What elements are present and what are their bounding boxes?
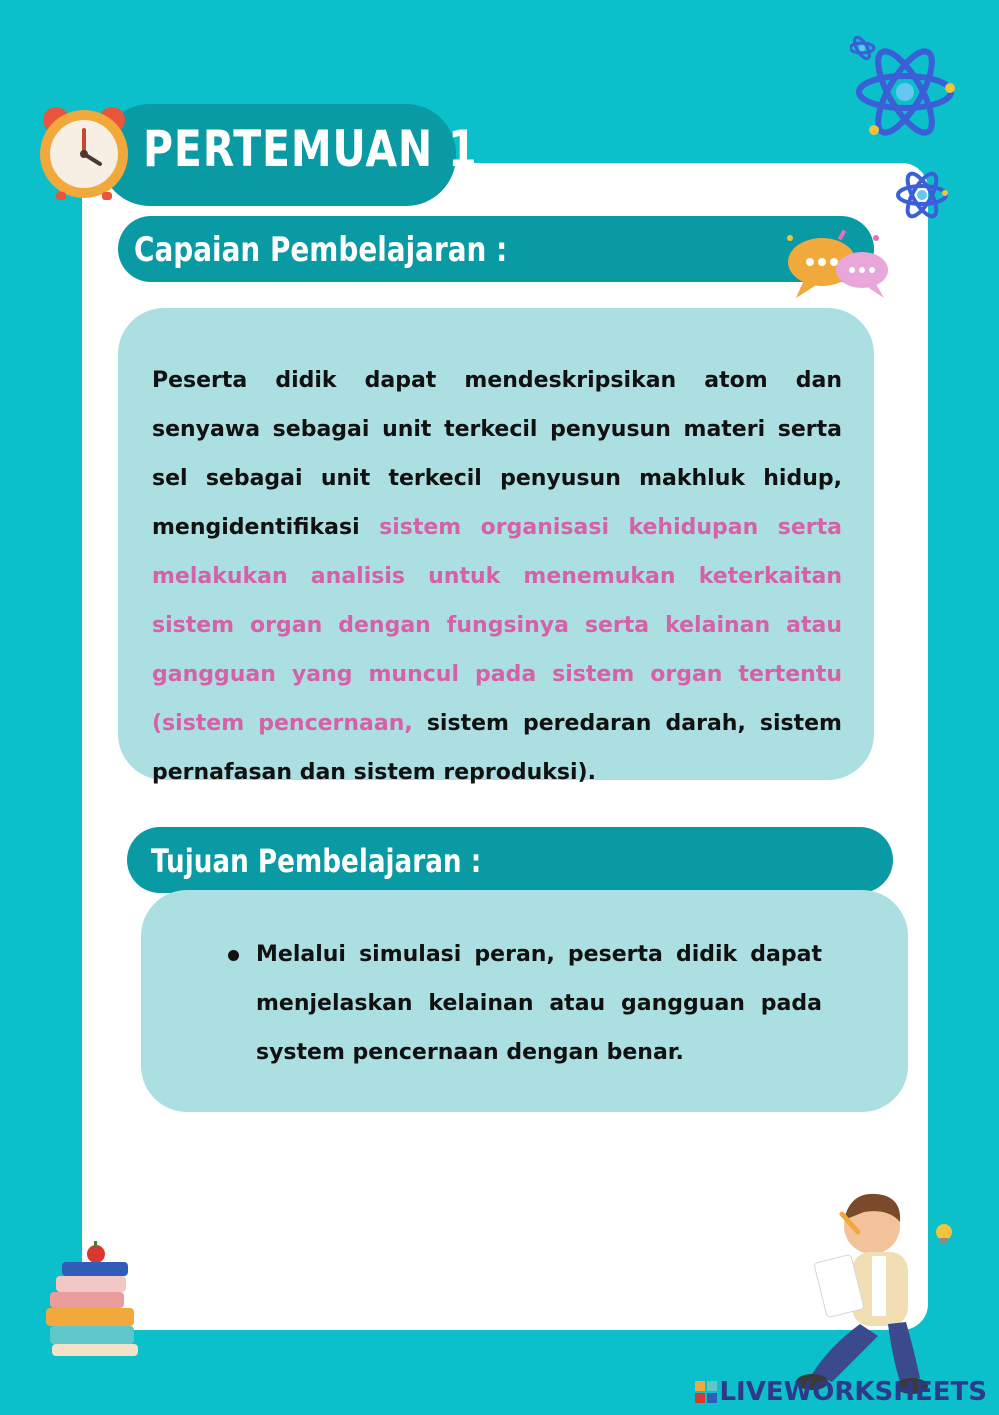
capaian-text [152,356,842,797]
liveworksheets-logo[interactable]: LIVEWORKSHEETS [719,1377,987,1407]
capaian-heading: Capaian Pembelajaran : [134,230,508,270]
student-illustration [760,1186,960,1406]
tujuan-heading: Tujuan Pembelajaran : [151,842,482,880]
atom-icon [893,166,951,224]
alarm-clock-icon [34,102,134,202]
tujuan-item-text: Melalui simulasi peran, peserta didik dapat menjelaskan kelainan atau gangguan pada system pencernaan dengan benar. [256,942,822,1065]
capaian-text-highlight: sistem organisasi kehidupan serta melakukan analisis untuk menemukan keterkaitan sistem organ dengan fungsinya serta kelainan atau gangguan yang muncul pada sistem organ tertentu (sistem pencernaan, [152,515,843,736]
tujuan-list [222,930,822,1077]
liveworksheets-logo-icon [695,1381,717,1403]
bullet-icon [228,950,239,961]
tujuan-header [127,827,893,893]
books-icon [40,1240,146,1360]
atom-icon [850,30,960,140]
capaian-header [118,216,874,282]
page-title: PERTEMUAN 1 [143,120,478,178]
speech-bubbles-icon [780,226,896,306]
capaian-text-part2: sistem peredaran darah, sistem pernafasan dan sistem reproduksi). [152,711,842,785]
list-item [222,930,822,1077]
capaian-text-part1: Peserta didik dapat mendeskripsikan atom dan senyawa sebagai unit terkecil penyusun materi serta sel sebagai unit terkecil penyusun makhluk hidup, mengidentifikasi [152,368,842,540]
